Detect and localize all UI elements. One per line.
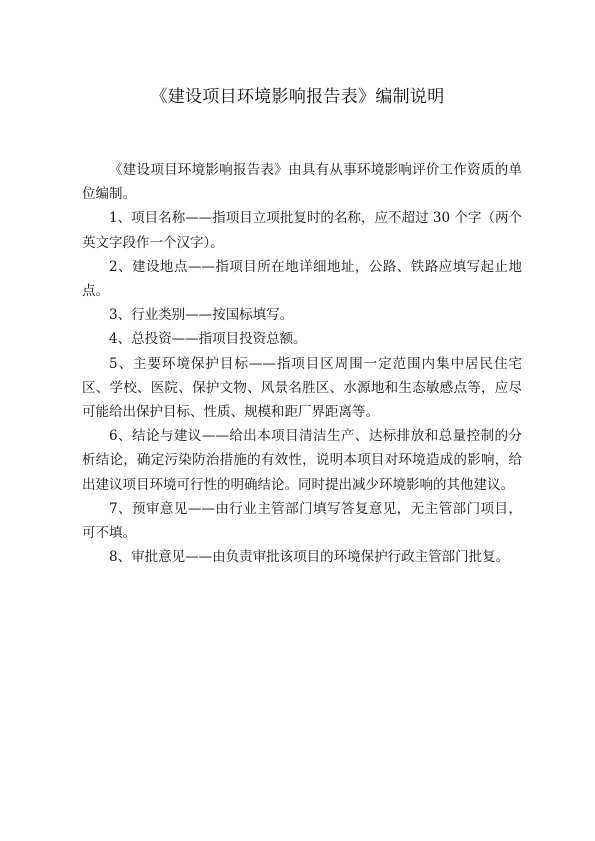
paragraph-preliminary-review: 7、预审意见——由行业主管部门填写答复意见，无主管部门项目，可不填。 bbox=[82, 500, 522, 542]
paragraph-project-name: 1、项目名称——指项目立项批复时的名称，应不超过 30 个字（两个英文字段作一个汉字）。 bbox=[82, 210, 522, 251]
paragraph-construction-site: 2、建设地点——指项目所在地详细地址，公路、铁路应填写起止地点。 bbox=[82, 258, 522, 300]
paragraph-intro: 《建设项目环境影响报告表》由具有从事环境影响评价工作资质的单位编制。 bbox=[82, 162, 522, 203]
paragraph-protection-targets: 5、主要环境保护目标——指项目区周围一定范围内集中居民住宅区、学校、医院、保护文物、风景名胜区、水源地和生态敏感点等，应尽可能给出保护目标、性质、规模和距厂界距离等。 bbox=[82, 355, 522, 421]
paragraph-industry-category: 3、行业类别——按国标填写。 bbox=[109, 307, 294, 324]
paragraph-conclusions: 6、结论与建议——给出本项目清洁生产、达标排放和总量控制的分析结论，确定污染防治措施的有效性，说明本项目对环境造成的影响，给出建议项目环境可行性的明确结论。同时提出减少环境影响的其他建议。 bbox=[82, 428, 522, 493]
paragraph-total-investment: 4、总投资——指项目投资总额。 bbox=[109, 331, 307, 348]
document-title: 《建设项目环境影响报告表》编制说明 bbox=[150, 87, 445, 107]
document-body bbox=[82, 158, 522, 569]
paragraph-approval-opinion: 8、审批意见——由负责审批该项目的环境保护行政主管部门批复。 bbox=[109, 549, 510, 566]
